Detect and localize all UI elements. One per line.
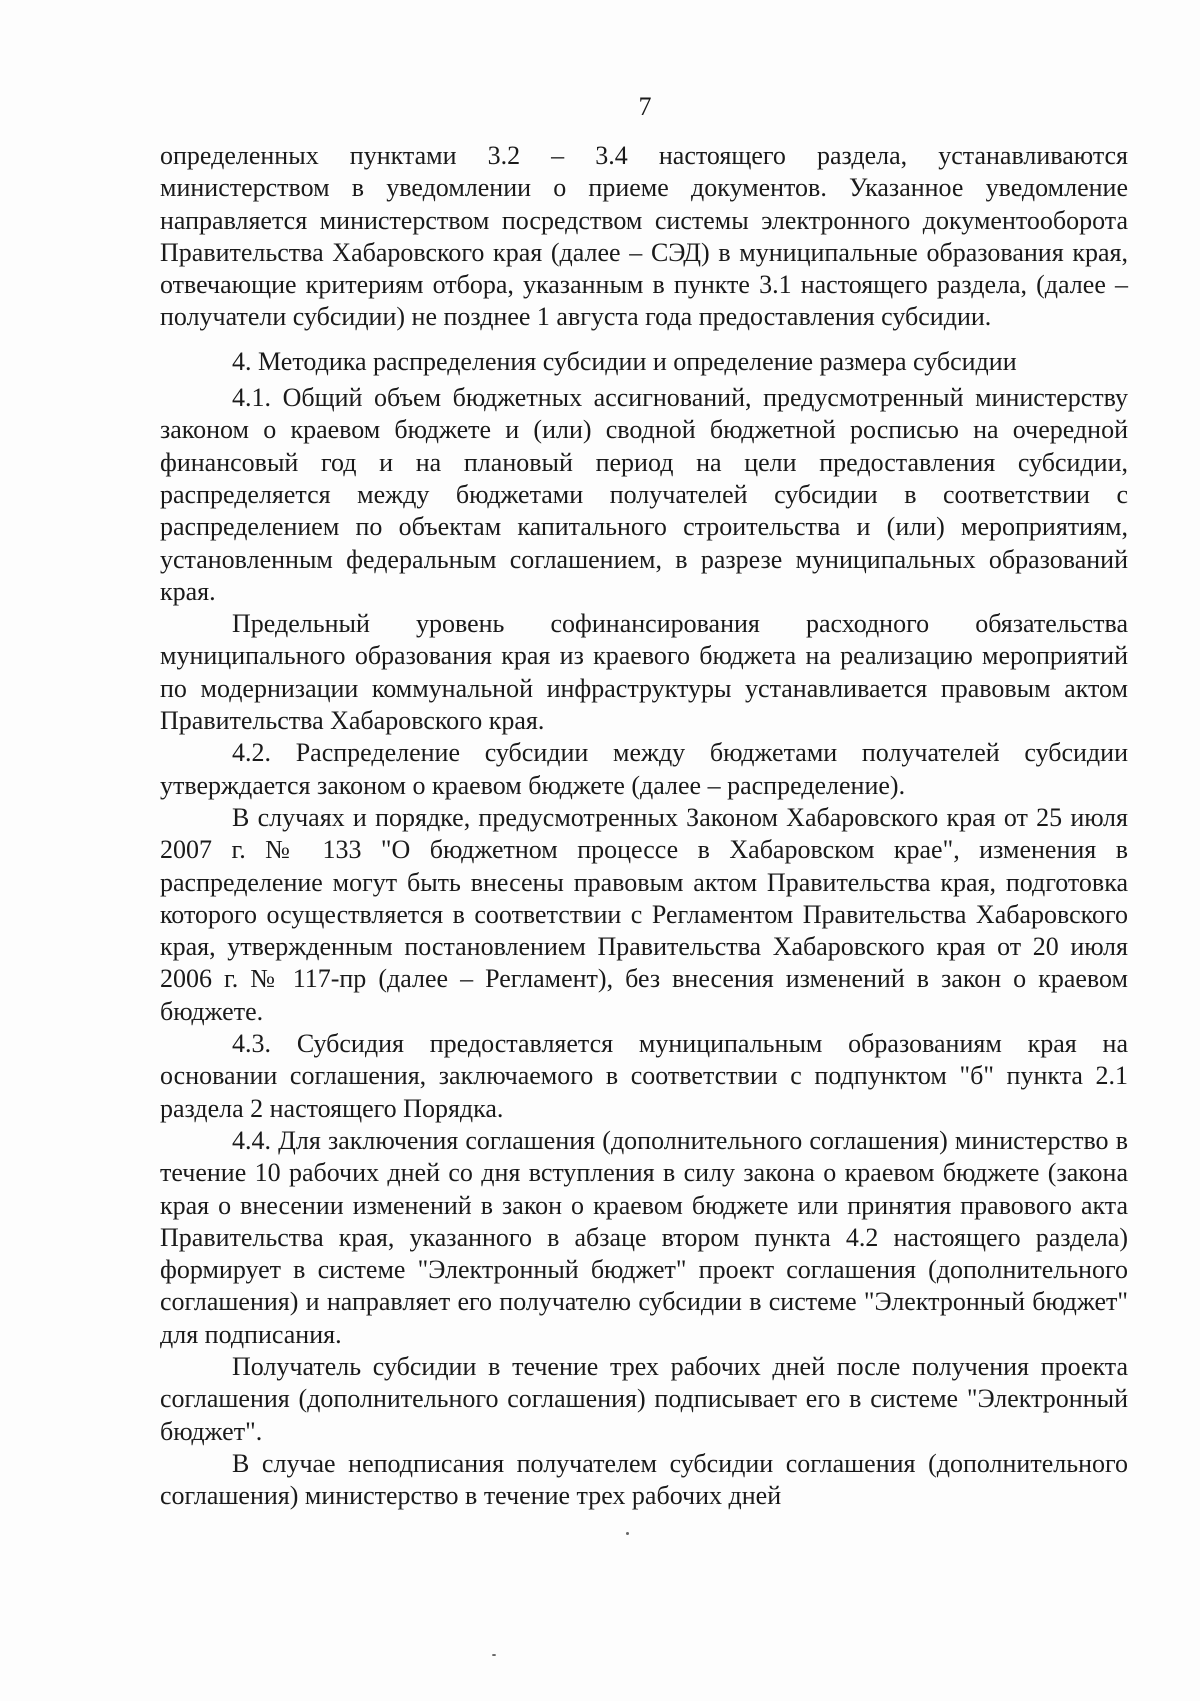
scan-speck <box>626 1532 629 1535</box>
document-body <box>160 140 1128 1512</box>
paragraph-signing: Получатель субсидии в течение трех рабочих дней после получения проекта соглашения (дополнительного соглашения) подписывает его в системе "Электронный бюджет". <box>160 1351 1128 1446</box>
page-number: 7 <box>638 92 652 121</box>
paragraph-4-4: 4.4. Для заключения соглашения (дополнительного соглашения) министерство в течение 10 рабочих дней со дня вступления в силу закона о краевом бюджете (закона края о внесении изменений в закон о краевом бюджете или принятия правового акта Правительства края, указанного в абзаце втором пункта 4.2 настоящего раздела) формирует в системе "Электронный бюджет" проект соглашения (дополнительного соглашения) и направляет его получателю субсидии в системе "Электронный бюджет" для подписания. <box>160 1125 1128 1349</box>
section-heading: 4. Методика распределения субсидии и определение размера субсидии <box>232 346 1017 376</box>
paragraph-4-2: 4.2. Распределение субсидии между бюджетами получателей субсидии утверждается законом о краевом бюджете (далее – распределение). <box>160 738 1128 800</box>
scan-speck <box>492 1654 496 1656</box>
paragraph-4-1: 4.1. Общий объем бюджетных ассигнований, предусмотренный министерству законом о краевом бюджете и (или) сводной бюджетной росписью на очередной финансовый год и на плановый период на цели предоставления субсидии, распределяется между бюджетами получателей субсидии в соответствии с распределением по объектам капитального строительства и (или) мероприятиям, установленным федеральным соглашением, в разрезе муниципальных образований края. <box>160 383 1128 606</box>
paragraph-changes: В случаях и порядке, предусмотренных Законом Хабаровского края от 25 июля 2007 г. № 133 "О бюджетном процессе в Хабаровском крае", изменения в распределение могут быть внесены правовым актом Правительства края, подготовка которого осуществляется в соответствии с Регламентом Правительства Хабаровского края, утвержденным постановлением Правительства Хабаровского края от 20 июля 2006 г. № 117-пр (далее – Регламент), без внесения изменений в закон о краевом бюджете. <box>160 802 1128 1026</box>
paragraph-cofinancing: Предельный уровень софинансирования расходного обязательства муниципального образования края из краевого бюджета на реализацию мероприятий по модернизации коммунальной инфраструктуры устанавливается правовым актом Правительства Хабаровского края. <box>160 609 1128 736</box>
paragraph-4-3: 4.3. Субсидия предоставляется муниципальным образованиям края на основании соглашения, заключаемого в соответствии с подпунктом "б" пункта 2.1 раздела 2 настоящего Порядка. <box>160 1029 1128 1123</box>
paragraph-continuation: определенных пунктами 3.2 – 3.4 настоящего раздела, устанавливаются министерством в уведомлении о приеме документов. Указанное уведомление направляется министерством посредством системы электронного документооборота Правительства Хабаровского края (далее – СЭД) в муниципальные образования края, отвечающие критериям отбора, указанным в пункте 3.1 настоящего раздела, (далее – получатели субсидии) не позднее 1 августа года предоставления субсидии. <box>160 141 1128 332</box>
paragraph-non-signing: В случае неподписания получателем субсидии соглашения (дополнительного соглашения) министерство в течение трех рабочих дней <box>160 1448 1128 1511</box>
